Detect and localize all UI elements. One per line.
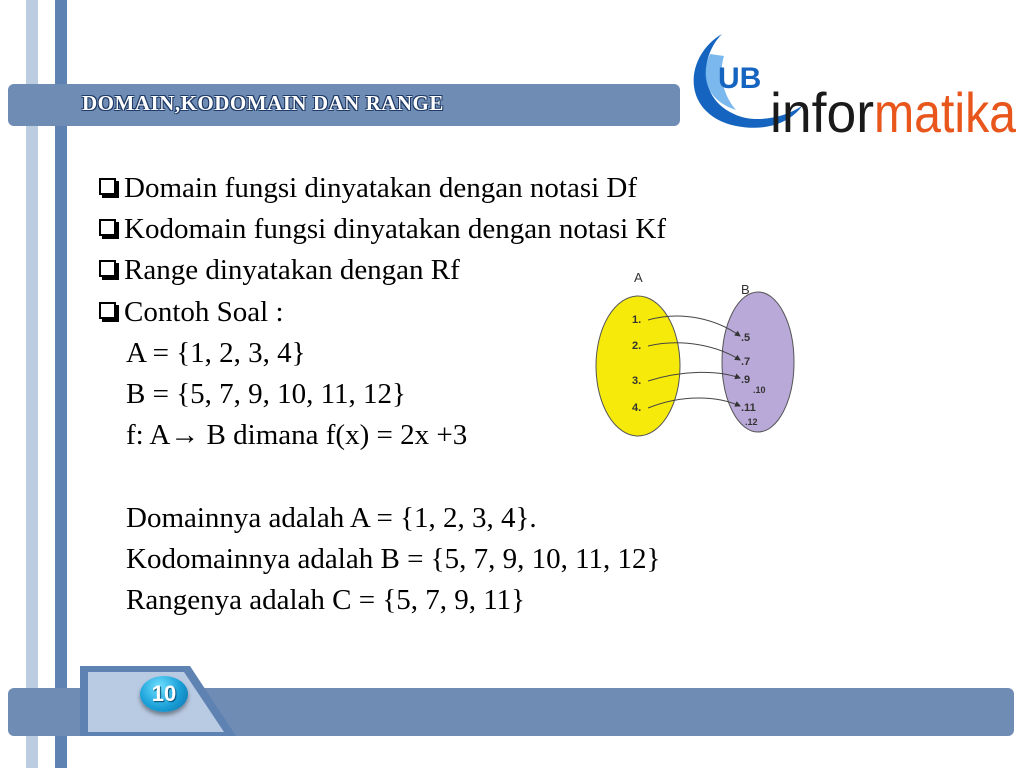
checkbox-bullet-icon: [99, 302, 116, 319]
checkbox-bullet-icon: [99, 260, 116, 277]
example-set-a: A = {1, 2, 3, 4}: [126, 336, 306, 369]
bullet-item: Contoh Soal :: [96, 292, 876, 333]
set-b-ellipse: [722, 292, 794, 432]
page-number-badge: 10: [140, 676, 188, 712]
example-set-b: B = {5, 7, 9, 10, 11, 12}: [126, 378, 406, 411]
logo-badge: UB: [718, 62, 762, 95]
answer-codomain: Kodomainnya adalah B = {5, 7, 9, 10, 11, 12}: [126, 542, 661, 575]
set-a-item: 3.: [632, 375, 642, 387]
set-b-item: .7: [741, 356, 751, 368]
set-b-item: .10: [753, 385, 766, 395]
checkbox-bullet-icon: [99, 219, 116, 236]
bullet-item: Domain fungsi dinyatakan dengan notasi Df: [96, 168, 876, 209]
set-b-item: .12: [745, 417, 758, 427]
logo-word-matika: matika: [874, 81, 1017, 144]
slide-title: DOMAIN,KODOMAIN DAN RANGE: [82, 91, 444, 115]
logo-word-infor: infor: [770, 81, 874, 144]
set-a-item: 1.: [632, 314, 642, 326]
set-b-item: .11: [741, 402, 756, 414]
set-b-label: B: [741, 282, 750, 297]
answer-domain: Domainnya adalah A = {1, 2, 3, 4}.: [126, 501, 537, 534]
set-a-label: A: [634, 270, 643, 285]
example-function: f: A→ B dimana f(x) = 2x +3: [126, 419, 468, 452]
answer-range: Rangenya adalah C = {5, 7, 9, 11}: [126, 584, 526, 617]
set-b-item: .9: [741, 374, 751, 386]
set-b-item: .5: [741, 332, 751, 344]
mapping-diagram: [588, 262, 808, 442]
checkbox-bullet-icon: [99, 178, 116, 195]
bullet-item: Range dinyatakan dengan Rf: [96, 250, 876, 291]
ub-informatika-logo: [684, 26, 1020, 146]
bullet-item: Kodomain fungsi dinyatakan dengan notasi Kf: [96, 209, 876, 250]
set-a-item: 4.: [632, 402, 642, 414]
set-a-item: 2.: [632, 340, 642, 352]
